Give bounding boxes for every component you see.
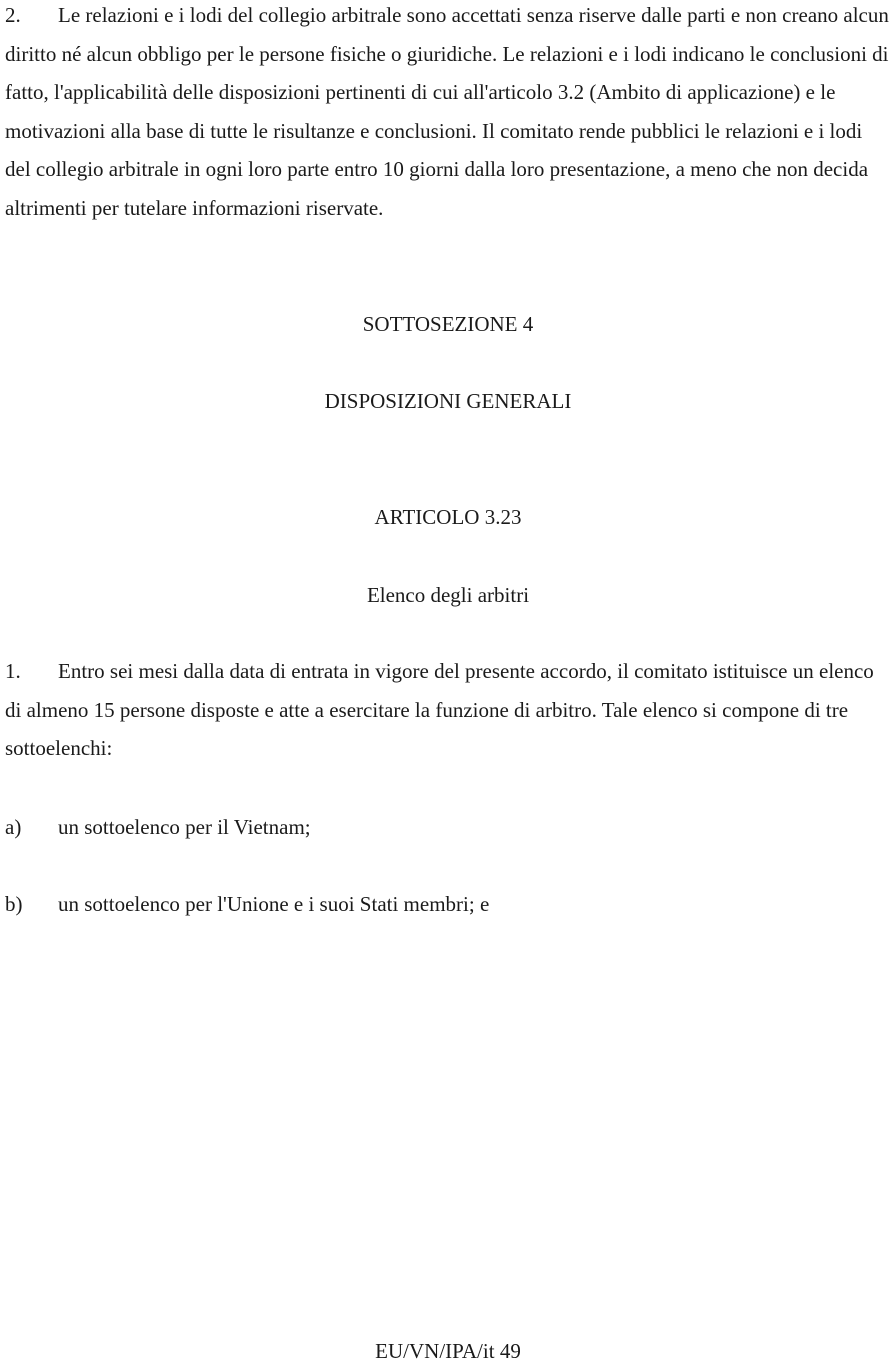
article-title: Elenco degli arbitri	[366, 583, 530, 607]
page-footer-reference: EU/VN/IPA/it 49	[375, 1339, 521, 1363]
list-item-b-marker: b)	[5, 892, 23, 916]
paragraph-2	[5, 0, 891, 228]
list-item-a-marker: a)	[5, 815, 22, 839]
paragraph-2-number: 2.	[5, 3, 21, 27]
list-item-a-text: un sottoelenco per il Vietnam;	[58, 815, 311, 839]
paragraph-2-text: Le relazioni e i lodi del collegio arbitrale sono accettati senza riserve dalle parti e non creano alcun diritto né alcun obbligo per le persone fisiche o giuridiche. Le relazioni e i lodi indicano le conclusioni di fatto, l'applicabilità delle disposizioni pertinenti di cui all'articolo 3.2 (Ambito di applicazione) e le motivazioni alla base di tutte le risultanze e conclusioni. Il comitato rende pubblici le relazioni e i lodi del collegio arbitrale in ogni loro parte entro 10 giorni dalla loro presentazione, a meno che non decida altrimenti per tutelare informazioni riservate.	[5, 3, 889, 220]
paragraph-1-text: Entro sei mesi dalla data di entrata in vigore del presente accordo, il comitato istituisce un elenco di almeno 15 persone disposte e atte a esercitare la funzione di arbitro. Tale elenco si compone di tre sottoelenchi:	[5, 659, 874, 761]
list-item-b-text: un sottoelenco per l'Unione e i suoi Stati membri; e	[58, 892, 490, 916]
list-item-b	[5, 892, 891, 916]
list-item-a	[5, 815, 891, 839]
article-label: ARTICOLO 3.23	[374, 505, 522, 529]
paragraph-1	[5, 652, 891, 768]
paragraph-1-number: 1.	[5, 659, 21, 683]
subsection-title: DISPOSIZIONI GENERALI	[324, 389, 572, 413]
subsection-label: SOTTOSEZIONE 4	[362, 312, 534, 336]
